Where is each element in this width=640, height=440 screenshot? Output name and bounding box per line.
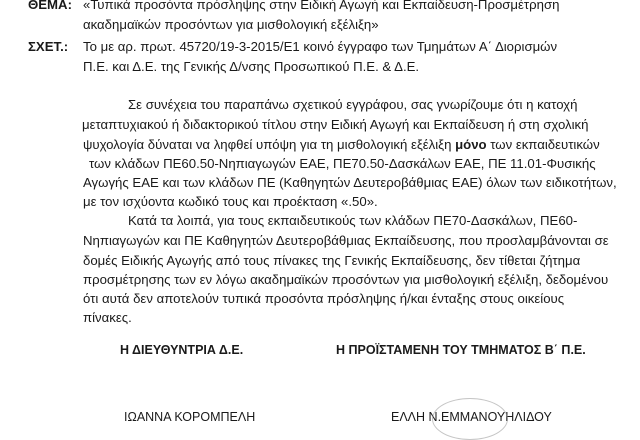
paragraph-2-line-5: ότι αυτά δεν αποτελούν τυπικά προσόντα πρόσληψης ή/και ένταξης στους οικείους <box>83 291 565 306</box>
paragraph-1-line-3-end: των εκπαιδευτικών <box>486 137 600 152</box>
paragraph-2-line-2: Νηπιαγωγών και ΠΕ Καθηγητών Δευτεροβάθμιας Εκπαίδευσης, που προσλαμβάνονται σε <box>83 233 609 248</box>
signature-title-director: Η ΔΙΕΥΘΥΝΤΡΙΑ Δ.Ε. <box>120 343 244 357</box>
signature-name-director: ΙΩΑΝΝΑ ΚΟΡΟΜΠΕΛΗ <box>124 410 256 424</box>
subject-label: ΘΕΜΑ: <box>28 0 72 12</box>
paragraph-1-line-2: μεταπτυχιακού ή διδακτορικού τίτλου στην Ειδική Αγωγή και Εκπαίδευση ή στη σχολική <box>82 117 589 132</box>
paragraph-1-line-3 <box>83 136 600 154</box>
paragraph-2-line-6: πίνακες. <box>83 310 132 325</box>
paragraph-1-line-4: των κλάδων ΠΕ60.50-Νηπιαγωγών ΕΑΕ, ΠΕ70.50-Δασκάλων ΕΑΕ, ΠΕ 11.01-Φυσικής <box>89 156 596 171</box>
signature-title-head-of-department: Η ΠΡΟΪΣΤΑΜΕΝΗ ΤΟΥ ΤΜΗΜΑΤΟΣ Β΄ Π.Ε. <box>336 343 586 357</box>
subject-text-line-2: ακαδημαϊκών προσόντων για μισθολογική εξέλιξη» <box>83 17 379 32</box>
reference-text-line-1: Το με αρ. πρωτ. 45720/19-3-2015/Ε1 κοινό έγγραφο των Τμημάτων Α΄ Διορισμών <box>83 39 558 54</box>
paragraph-2-line-1: Κατά τα λοιπά, για τους εκπαιδευτικούς των κλάδων ΠΕ70-Δασκάλων, ΠΕ60- <box>128 213 578 228</box>
paragraph-2-line-4: προσμέτρησης των εν λόγω ακαδημαϊκών προσόντων για μισθολογική εξέλιξη, δεδομένου <box>83 272 609 287</box>
paragraph-1-line-5: Αγωγής ΕΑΕ και των κλάδων ΠΕ (Καθηγητών Δευτεροβάθμιας ΕΑΕ) όλων των ειδικοτήτων, <box>83 175 617 190</box>
reference-text-line-2: Π.Ε. και Δ.Ε. της Γενικής Δ/νσης Προσωπικού Π.Ε. & Δ.Ε. <box>83 59 420 74</box>
reference-label: ΣΧΕΤ.: <box>28 39 69 54</box>
paragraph-2-line-3: δομές Ειδικής Αγωγής από τους πίνακες της Γενικής Εκπαίδευσης, δεν τίθεται ζήτημα <box>83 253 581 268</box>
signature-name-head-of-department: ΕΛΛΗ Ν.ΕΜΜΑΝΟΥΗΛΙΔΟΥ <box>391 410 552 424</box>
emphasis-only: μόνο <box>455 137 487 152</box>
paragraph-1-line-1: Σε συνέχεια του παραπάνω σχετικού εγγράφου, σας γνωρίζουμε ότι η κατοχή <box>128 97 578 112</box>
paragraph-1-line-3-start: ψυχολογία δύναται να ληφθεί υπόψη για τη μισθολογική εξέλιξη <box>83 137 456 152</box>
subject-text-line-1: «Τυπικά προσόντα πρόσληψης στην Ειδική Αγωγή και Εκπαίδευση-Προσμέτρηση <box>83 0 560 12</box>
paragraph-1-line-6: με τον ισχύοντα κωδικό τους και προέκταση «.50». <box>83 194 378 209</box>
